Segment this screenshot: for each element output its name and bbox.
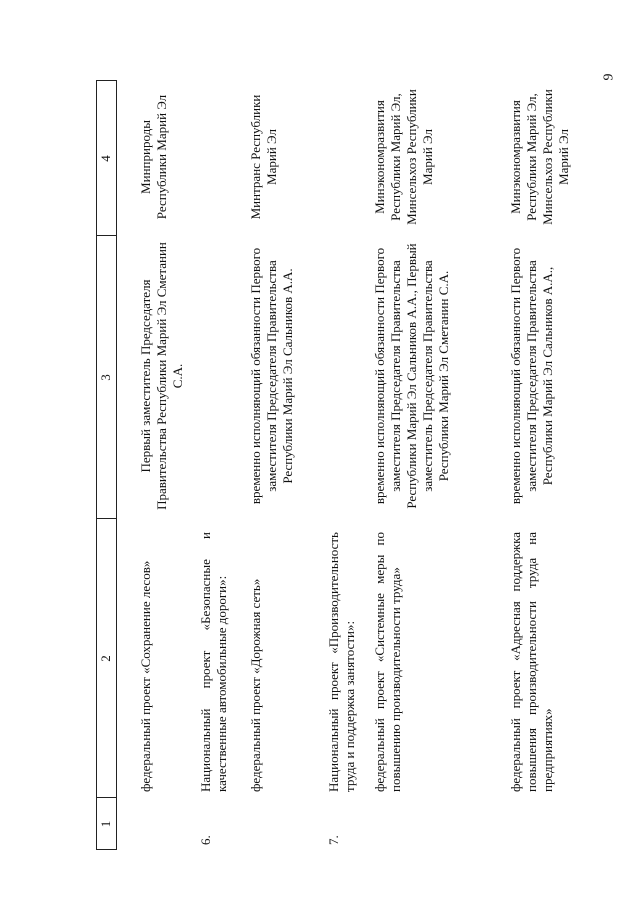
table-header-rule (116, 80, 117, 850)
row-1-project: Национальный проект «Безопасные и качественные автомобильные дороги»: (198, 532, 229, 792)
row-4-ministry: Минэкономразвития Республики Марий Эл, Минсельхоз Республики Марий Эл (372, 89, 435, 225)
row-4-project: федеральный проект «Системные меры по повышению производительности труда» (372, 532, 403, 792)
header-col-3: 3 (98, 374, 113, 381)
header-col-4: 4 (98, 155, 113, 162)
row-4-responsible: временно исполняющий обязанности Первого заместителя Председателя Правительства Республики Марий Эл Сальников А.А., Первый заместитель Председателя Правительства Республики Марий Эл Сметанин С.А. (372, 243, 451, 509)
row-0-project: федеральный проект «Сохранение лесов» (138, 560, 153, 792)
row-2-ministry: Минтранс Республики Марий Эл (248, 94, 279, 220)
row-0-ministry: Минприроды Республики Марий Эл (138, 94, 169, 220)
table (0, 70, 639, 905)
page-number: 9 (601, 73, 617, 81)
row-5-project: федеральный проект «Адресная поддержка повышения производительности труда на предприятиях» (508, 532, 555, 792)
row-3-number: 7. (326, 835, 341, 845)
table-top-rule (96, 80, 97, 850)
row-0-responsible: Первый заместитель Председателя Правительства Республики Марий Эл Сметанин С.А. (138, 242, 185, 510)
rotated-table-layer (0, 70, 639, 905)
row-1-number: 6. (198, 835, 213, 845)
header-col-1: 1 (98, 820, 113, 828)
header-col-2: 2 (98, 655, 113, 662)
row-5-responsible: временно исполняющий обязанности Первого заместителя Председателя Правительства Республики Марий Эл Сальников А.А., (508, 247, 555, 505)
row-2-responsible: временно исполняющий обязанности Первого заместителя Председателя Правительства Республики Марий Эл Сальников А.А. (248, 247, 295, 505)
row-5-ministry: Минэкономразвития Республики Марий Эл, Минсельхоз Республики Марий Эл (508, 89, 571, 225)
row-2-project: федеральный проект «Дорожная сеть» (248, 578, 263, 792)
row-3-project: Национальный проект «Производительность труда и поддержка занятости»: (326, 532, 357, 792)
